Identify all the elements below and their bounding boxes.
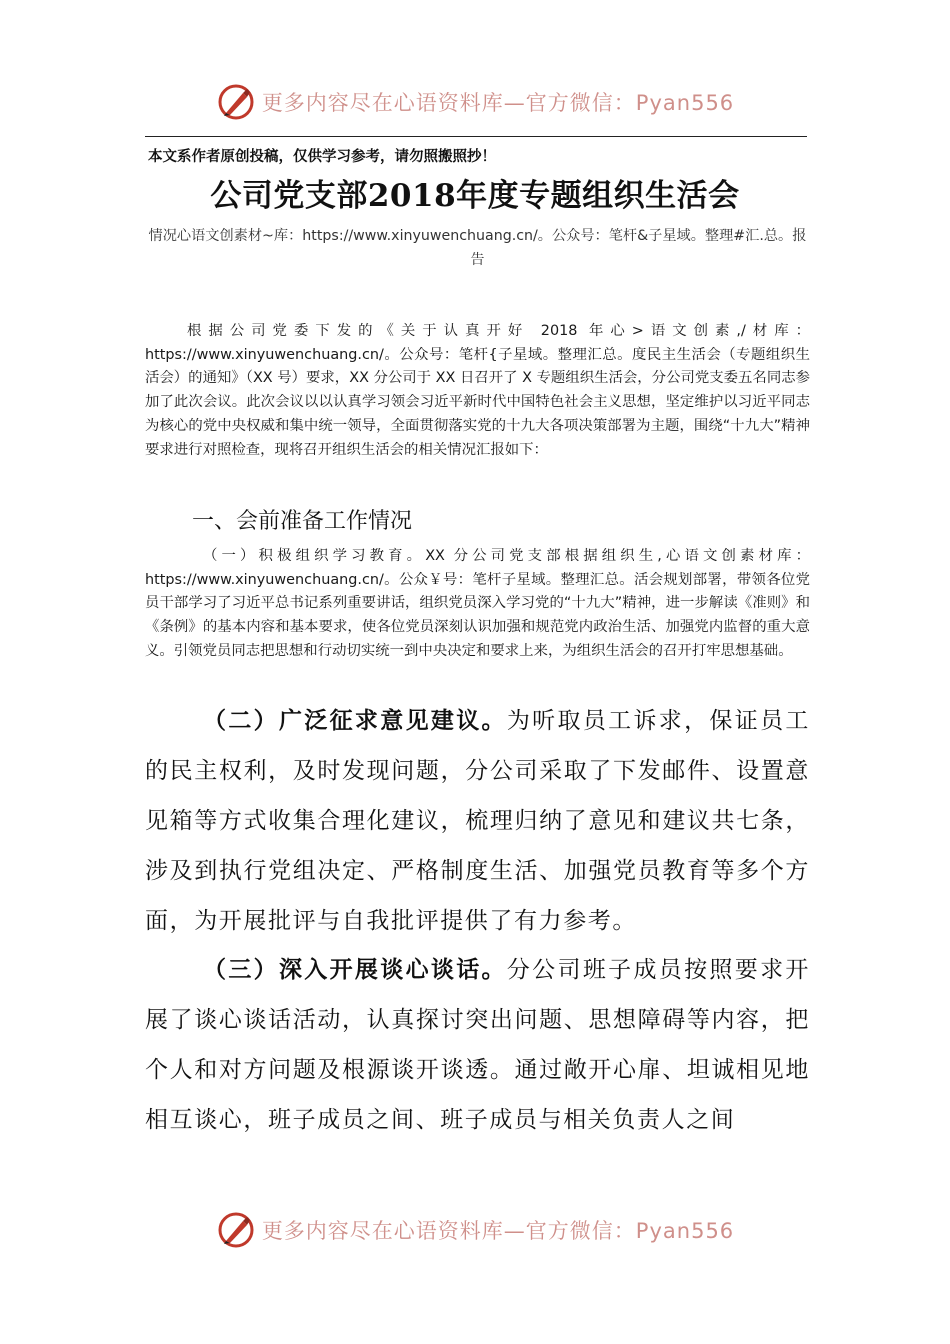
pen-nib-logo-icon bbox=[216, 1210, 256, 1250]
intro-paragraph: 根据公司党委下发的《关于认真开好 2018 年心>语文创素,/材库：https://www.xinyuwenchuang.cn/。公众号：笔杆{子星域。整理汇总。度民主生活会（专题组织生活会）的通知》（XX 号）要求，XX 分公司于 XX 日召开了 X 专题组织生活会，分公司党支委五名同志参加了此次会议。此次会议以以认真学习领会习近平新时代中国特色社会主义思想，坚定维护以习近平同志为核心的党中央权威和集中统一领导，全面贯彻落实党的十九大各项决策部署为主题，围绕“十九大”精神要求进行对照检查，现将召开组织生活会的相关情况汇报如下： bbox=[145, 323, 810, 458]
header-divider bbox=[145, 136, 807, 137]
item-3-lead: （三）深入开展谈心谈话。 bbox=[203, 956, 507, 983]
item-2-body: 为听取员工诉求，保证员工的民主权利，及时发现问题，分公司采取了下发邮件、设置意见箱等方式收集合理化建议，梳理归纳了意见和建议共七条，涉及到执行党组决定、严格制度生活、加强党员教育等多个方面，为开展批评与自我批评提供了有力参考。 bbox=[145, 708, 810, 934]
footer-watermark-banner bbox=[0, 1208, 950, 1252]
banner-text: 更多内容尽在心语资料库—官方微信：Pyan556 bbox=[261, 91, 735, 115]
item-3-body: 分公司班子成员按照要求开展了谈心谈话活动，认真探讨突出问题、思想障碍等内容，把个人和对方问题及根源谈开谈透。通过敞开心扉、坦诚相见地相互谈心，班子成员之间、班子成员与相关负责人之间 bbox=[145, 957, 810, 1133]
copyright-notice: 本文系作者原创投稿，仅供学习参考，请勿照搬照抄！ bbox=[148, 148, 496, 165]
item-3-paragraph bbox=[145, 945, 810, 1145]
pen-nib-logo-icon bbox=[216, 82, 256, 122]
section-heading: 一、会前准备工作情况 bbox=[192, 509, 413, 534]
document-subtitle: 情况心语文创素材~库：https://www.xinyuwenchuang.cn/。公众号：笔杆&子星域。整理#汇.总。报告 bbox=[148, 228, 807, 268]
banner-text: 更多内容尽在心语资料库—官方微信：Pyan556 bbox=[261, 1219, 735, 1243]
document-title: 公司党支部2018年度专题组织生活会 bbox=[210, 178, 740, 214]
item-2-lead: （二）广泛征求意见建议。 bbox=[203, 707, 507, 734]
header-watermark-banner bbox=[0, 80, 950, 124]
item-2-paragraph bbox=[145, 696, 810, 946]
item-1-paragraph: （一）积极组织学习教育。XX 分公司党支部根据组织生,心语文创素材库：https://www.xinyuwenchuang.cn/。公众￥号：笔杆子星域。整理汇总。活会规划部署，带领各位党员干部学习了习近平总书记系列重要讲话，组织党员深入学习党的“十九大”精神，进一步解读《准则》和《条例》的基本内容和基本要求，使各位党员深刻认识加强和规范党内政治生活、加强党内监督的重大意义。引领党员同志把思想和行动切实统一到中央决定和要求上来，为组织生活会的召开打牢思想基础。 bbox=[145, 548, 810, 659]
